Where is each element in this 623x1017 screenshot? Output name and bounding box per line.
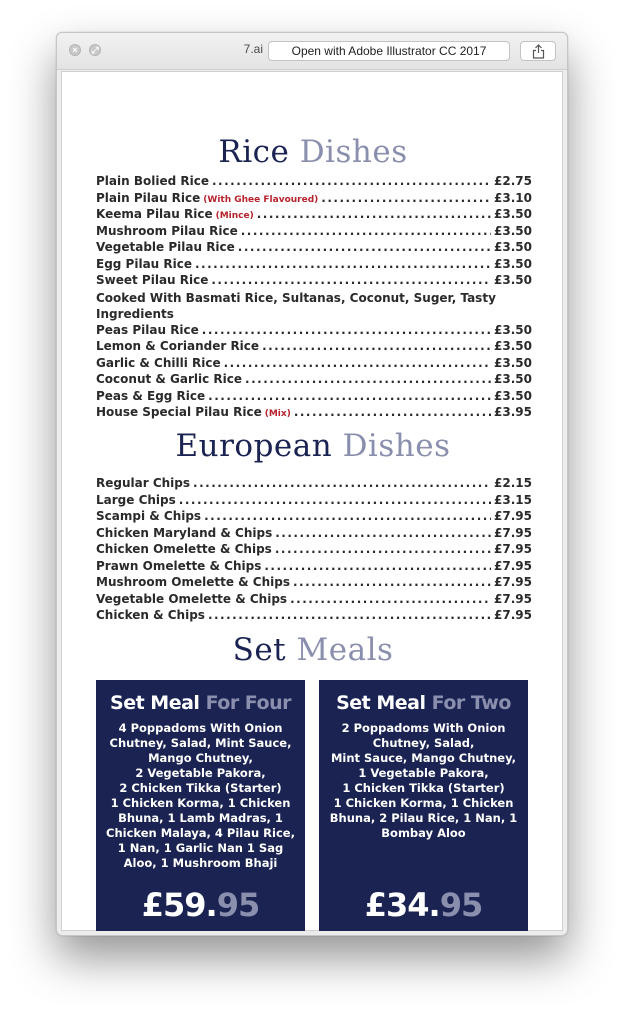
menu-item-price: £3.50	[494, 207, 532, 221]
menu-item-price: £3.50	[494, 240, 532, 254]
menu-item-row	[96, 493, 532, 510]
dot-leader	[204, 509, 491, 523]
card-title-main: Set Meal	[336, 692, 426, 714]
menu-item-price: £7.95	[494, 542, 532, 556]
menu-item-row	[96, 405, 532, 422]
card-price	[96, 886, 305, 924]
menu-item-price: £2.15	[494, 476, 532, 490]
menu-item-name: Keema Pilau Rice	[96, 207, 213, 221]
dot-leader	[241, 224, 491, 238]
dot-leader	[224, 356, 491, 370]
menu-item-row	[96, 207, 532, 224]
menu-item-name: Mushroom Omelette & Chips	[96, 575, 290, 589]
card-description-line: Bombay Aloo	[381, 826, 466, 840]
card-description-line: Bhuna, 2 Pilau Rice, 1 Nan, 1	[329, 811, 518, 825]
menu-item-name: Mushroom Pilau Rice	[96, 223, 238, 238]
heading-word: European	[175, 428, 333, 464]
menu-item-description: Cooked With Basmati Rice, Sultanas, Coconut, Suger, Tasty Ingredients	[96, 290, 496, 321]
menu-item-price: £3.50	[494, 322, 532, 337]
menu-item-row	[96, 273, 532, 290]
card-description-line: Mango Chutney,	[148, 751, 253, 765]
dot-leader	[193, 476, 491, 490]
dot-leader	[179, 493, 491, 507]
menu-item-row	[96, 174, 532, 191]
menu-item-name: Large Chips	[96, 492, 176, 507]
menu-item-note: (Mince)	[215, 211, 254, 221]
menu-item-row	[96, 240, 532, 257]
heading-word: Dishes	[342, 428, 451, 464]
menu-item-price: £3.50	[494, 256, 532, 271]
price-cents: 95	[439, 886, 483, 924]
open-with-button[interactable]: Open with Adobe Illustrator CC 2017	[268, 41, 510, 61]
dot-leader	[208, 389, 491, 403]
menu-item-price: £3.15	[494, 492, 532, 507]
price-cents: 95	[216, 886, 260, 924]
card-description-line: 2 Chicken Tikka (Starter)	[119, 781, 282, 795]
menu-item-row	[96, 476, 532, 493]
menu-item-name: Lemon & Coriander Rice	[96, 339, 260, 353]
menu-item-name: Vegetable Pilau Rice	[96, 240, 235, 254]
card-description-line: Mint Sauce, Mango Chutney,	[330, 751, 517, 765]
rice-dishes-heading	[62, 134, 564, 170]
menu-item-name: Prawn Omelette & Chips	[96, 558, 262, 573]
dot-leader	[321, 191, 491, 205]
menu-item-name: Garlic & Chilli Rice	[96, 355, 221, 370]
set-meal-four-card	[96, 680, 305, 931]
menu-item-name: Sweet Pilau Rice	[96, 273, 209, 287]
menu-item-row	[96, 608, 532, 625]
dot-leader	[212, 174, 491, 188]
dot-leader	[275, 542, 491, 556]
menu-item-price: £3.10	[494, 190, 532, 205]
dot-leader	[257, 207, 491, 221]
heading-word: Meals	[296, 632, 394, 668]
menu-item-row	[96, 389, 532, 406]
menu-item-price: £7.95	[494, 608, 532, 622]
menu-item-price: £7.95	[494, 575, 532, 589]
menu-item-row	[96, 575, 532, 592]
menu-item-row	[96, 191, 532, 208]
menu-item-name: Plain Bolied Rice	[96, 174, 209, 188]
card-description-line: 1 Chicken Korma, 1 Chicken	[333, 796, 514, 810]
card-description-line: Chicken Malaya, 4 Pilau Rice,	[106, 826, 295, 840]
fullscreen-icon[interactable]: ⤢	[89, 44, 101, 56]
close-icon[interactable]: ×	[69, 44, 81, 56]
preview-window	[56, 32, 568, 936]
card-description-line: Chutney, Salad,	[372, 736, 475, 750]
menu-item-name: Chicken & Chips	[96, 608, 205, 622]
menu-item-name: Egg Pilau Rice	[96, 256, 192, 271]
card-description-line: Aloo, 1 Mushroom Bhaji	[123, 856, 278, 870]
menu-item-note: (With Ghee Flavoured)	[203, 194, 319, 205]
card-title	[96, 692, 305, 714]
menu-item-name: House Special Pilau Rice	[96, 405, 262, 419]
menu-item-price: £3.50	[494, 388, 532, 403]
dot-leader	[211, 273, 491, 287]
menu-item-row	[96, 592, 532, 609]
menu-item-price: £3.50	[494, 273, 532, 287]
card-description	[329, 721, 518, 841]
menu-item-name: Chicken Omelette & Chips	[96, 542, 272, 556]
heading-word: Dishes	[299, 134, 408, 170]
card-title	[319, 692, 528, 714]
dot-leader	[262, 339, 491, 353]
dot-leader	[264, 559, 491, 573]
menu-item-row	[96, 509, 532, 526]
card-description	[106, 721, 295, 871]
card-description-line: 4 Poppadoms With Onion	[118, 721, 283, 735]
menu-page	[61, 71, 563, 931]
card-description-line: 1 Nan, 1 Garlic Nan 1 Sag	[117, 841, 284, 855]
european-dishes-list	[96, 476, 532, 625]
card-description-line: Bhuna, 1 Lamb Madras, 1	[118, 811, 283, 825]
menu-item-row	[96, 542, 532, 559]
heading-word: Set	[232, 632, 287, 668]
dot-leader	[238, 240, 491, 254]
menu-item-name: Regular Chips	[96, 476, 191, 490]
menu-item-row	[96, 257, 532, 274]
dot-leader	[294, 405, 491, 419]
dot-leader	[275, 526, 491, 540]
price-main: £34.	[364, 886, 440, 924]
menu-item-price: £3.50	[494, 223, 532, 238]
menu-item-price: £3.95	[494, 405, 532, 419]
dot-leader	[208, 608, 491, 622]
set-meal-two-card	[319, 680, 528, 931]
card-description-line: 2 Poppadoms With Onion	[341, 721, 506, 735]
file-name: 7.ai	[243, 42, 263, 56]
dot-leader	[290, 592, 491, 606]
set-meals-heading	[62, 632, 564, 668]
menu-item-row	[96, 339, 532, 356]
menu-item-name: Chicken Maryland & Chips	[96, 525, 273, 540]
menu-item-price: £7.95	[494, 591, 532, 606]
card-title-sub: For Two	[431, 692, 511, 714]
menu-item-price: £3.50	[494, 372, 532, 386]
share-button[interactable]	[520, 41, 556, 61]
menu-item-price: £7.95	[494, 558, 532, 573]
card-description-line: 1 Chicken Korma, 1 Chicken	[110, 796, 291, 810]
menu-item-row	[96, 356, 532, 373]
menu-item-name: Coconut & Garlic Rice	[96, 372, 243, 386]
menu-item-price: £2.75	[494, 174, 532, 188]
title-bar	[57, 33, 567, 70]
rice-dishes-list	[96, 174, 532, 422]
menu-item-name: Peas Pilau Rice	[96, 322, 199, 337]
share-icon	[532, 44, 545, 59]
heading-word: Rice	[218, 134, 290, 170]
menu-item-note: (Mix)	[264, 409, 291, 419]
menu-item-price: £7.95	[494, 525, 532, 540]
menu-item-name: Peas & Egg Rice	[96, 388, 206, 403]
price-main: £59.	[141, 886, 217, 924]
menu-item-row	[96, 559, 532, 576]
menu-item-row	[96, 526, 532, 543]
menu-item-name: Scampi & Chips	[96, 509, 202, 523]
menu-item-name: Plain Pilau Rice	[96, 190, 201, 205]
card-description-line: 1 Vegetable Pakora,	[358, 766, 489, 780]
card-description-line: Chutney, Salad, Mint Sauce,	[109, 736, 292, 750]
menu-item-price: £3.50	[494, 355, 532, 370]
dot-leader	[293, 575, 491, 589]
dot-leader	[195, 257, 491, 271]
dot-leader	[245, 372, 491, 386]
card-description-line: 2 Vegetable Pakora,	[135, 766, 266, 780]
menu-item-row	[96, 224, 532, 241]
dot-leader	[202, 323, 491, 337]
card-title-sub: For Four	[205, 692, 291, 714]
menu-item-row	[96, 372, 532, 389]
card-title-main: Set Meal	[110, 692, 200, 714]
card-price	[319, 886, 528, 924]
card-description-line: 1 Chicken Tikka (Starter)	[342, 781, 505, 795]
menu-item-name: Vegetable Omelette & Chips	[96, 591, 288, 606]
menu-item-price: £3.50	[494, 339, 532, 353]
european-dishes-heading	[62, 428, 564, 464]
menu-item-row	[96, 323, 532, 340]
menu-item-price: £7.95	[494, 509, 532, 523]
